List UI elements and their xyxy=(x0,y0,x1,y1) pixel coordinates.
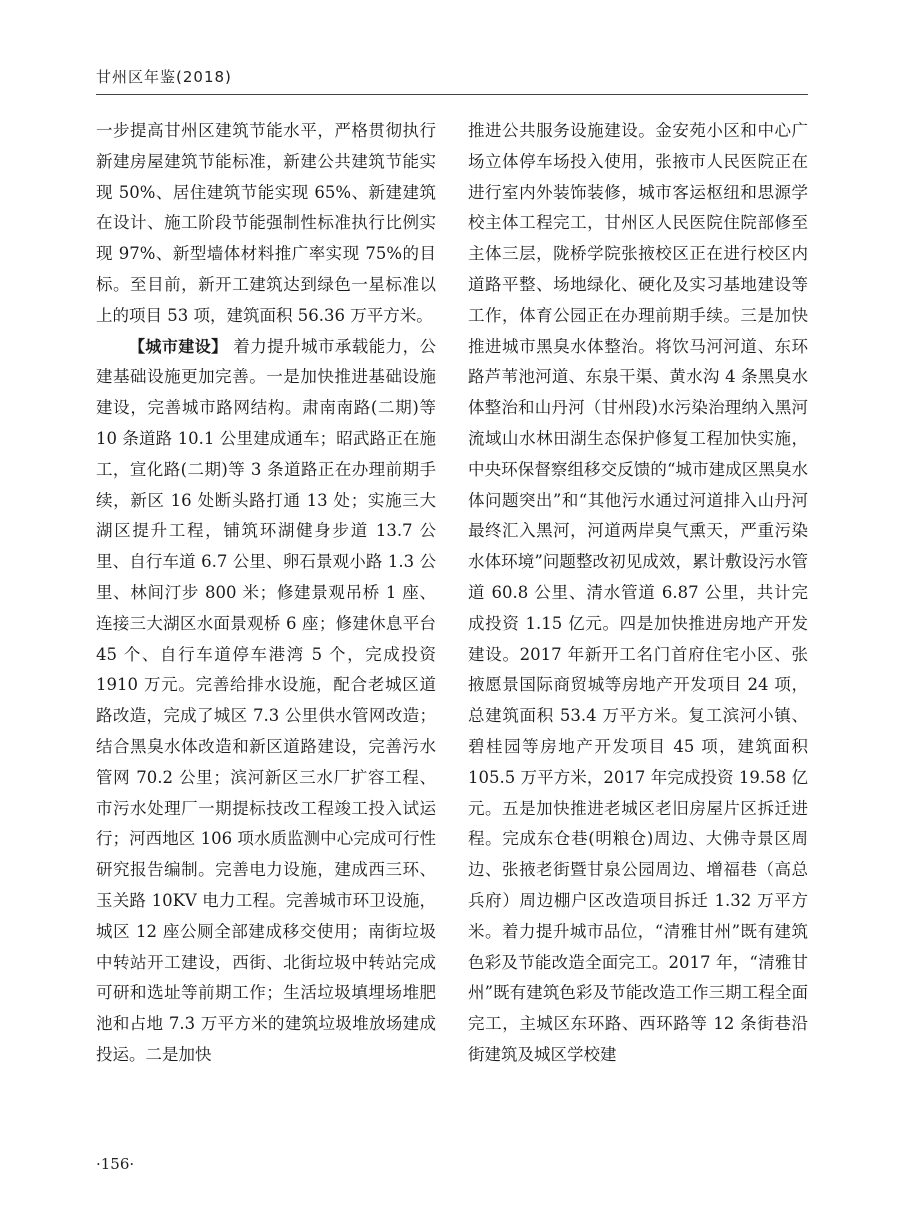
left-paragraph-2 xyxy=(96,332,436,1071)
section-body-text: 着力提升城市承载能力，公建基础设施更加完善。一是加快推进基础设施建设，完善城市路网结构。肃南南路(二期)等 10 条道路 10.1 公里建成通车；昭武路正在施工，宣化路(二期)等 3 条道路正在办理前期手续，新区 16 处断头路打通 13 处；实施三大湖区提升工程，铺筑环湖健身步道 13.7 公里、自行车道 6.7 公里、卵石景观小路 1.3 公里、林间汀步 800 米；修建景观吊桥 1 座、连接三大湖区水面景观桥 6 座；修建休息平台 45 个、自行车道停车港湾 5 个，完成投资 1910 万元。完善给排水设施，配合老城区道路改造，完成了城区 7.3 公里供水管网改造；结合黑臭水体改造和新区道路建设，完善污水管网 70.2 公里；滨河新区三水厂扩容工程、市污水处理厂一期提标技改工程竣工投入试运行；河西地区 106 项水质监测中心完成可行性研究报告编制。完善电力设施，建成西三环、玉关路 10KV 电力工程。完善城市环卫设施，城区 12 座公厕全部建成移交使用；南街垃圾中转站开工建设，西街、北街垃圾中转站完成可研和选址等前期工作；生活垃圾填埋场堆肥池和占地 7.3 万平方米的建筑垃圾堆放场建成投运。二是加快 xyxy=(96,336,437,1064)
section-heading-city-construction: 【城市建设】 xyxy=(129,336,228,356)
left-paragraph-1: 一步提高甘州区建筑节能水平，严格贯彻执行新建房屋建筑节能标准，新建公共建筑节能实现 50%、居住建筑节能实现 65%、新建建筑在设计、施工阶段节能强制性标准执行比例实现 97%、新型墙体材料推广率实现 75%的目标。至目前，新开工建筑达到绿色一星标准以上的项目 53 项，建筑面积 56.36 万平方米。 xyxy=(96,121,436,325)
running-header: 甘州区年鉴(2018) xyxy=(96,68,232,86)
left-column xyxy=(96,116,436,1071)
page-number: ·156· xyxy=(96,1155,135,1173)
right-paragraph-1: 推进公共服务设施建设。金安苑小区和中心广场立体停车场投入使用，张掖市人民医院正在进行室内外装饰装修，城市客运枢纽和思源学校主体工程完工，甘州区人民医院住院部修至主体三层，陇桥学院张掖校区正在进行校区内道路平整、场地绿化、硬化及实习基地建设等工作，体育公园正在办理前期手续。三是加快推进城市黑臭水体整治。将饮马河河道、东环路芦苇池河道、东泉干渠、黄水沟 4 条黑臭水体整治和山丹河（甘州段)水污染治理纳入黑河流域山水林田湖生态保护修复工程加快实施，中央环保督察组移交反馈的“城市建成区黑臭水体问题突出”和“其他污水通过河道排入山丹河最终汇入黑河，河道两岸臭气熏天，严重污染水体环境”问题整改初见成效，累计敷设污水管道 60.8 公里、清水管道 6.87 公里，共计完成投资 1.15 亿元。四是加快推进房地产开发建设。2017 年新开工名门首府住宅小区、张掖愿景国际商贸城等房地产开发项目 24 项，总建筑面积 53.4 万平方米。复工滨河小镇、碧桂园等房地产开发项目 45 项，建筑面积 105.5 万平方米，2017 年完成投资 19.58 亿元。五是加快推进老城区老旧房屋片区拆迁进程。完成东仓巷(明粮仓)周边、大佛寺景区周边、张掖老街暨甘泉公园周边、增福巷（高总兵府）周边棚户区改造项目拆迁 1.32 万平方米。着力提升城市品位，“清雅甘州”既有建筑色彩及节能改造全面完工。2017 年，“清雅甘州”既有建筑色彩及节能改造工作三期工程全面完工，主城区东环路、西环路等 12 条街巷沿街建筑及城区学校建 xyxy=(468,121,808,1064)
header-rule xyxy=(96,94,808,95)
right-column xyxy=(468,116,808,1071)
